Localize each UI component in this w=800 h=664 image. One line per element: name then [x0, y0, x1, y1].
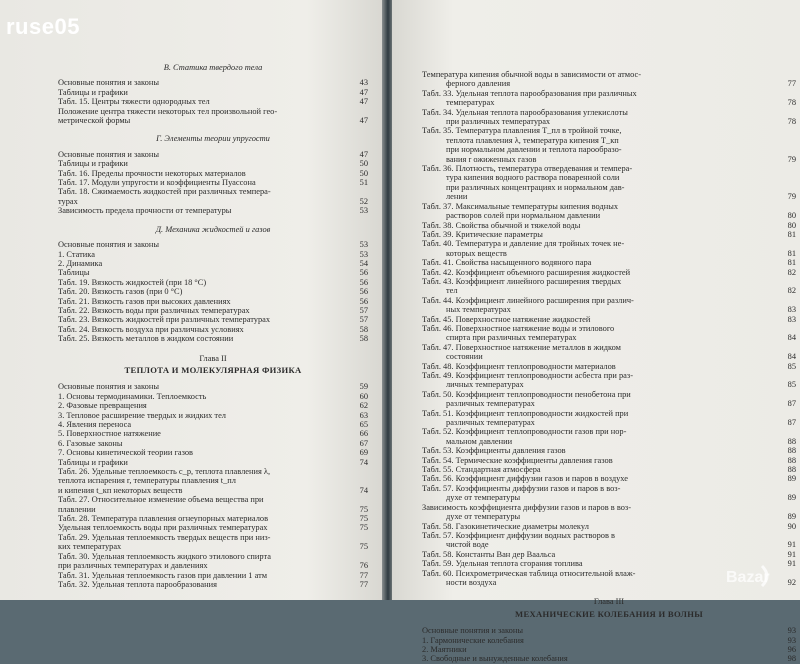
toc-entry-page: 88: [787, 436, 796, 446]
toc-entry: [58, 107, 368, 116]
toc-entry-page: 85: [787, 380, 796, 390]
toc-entry: [58, 78, 368, 87]
toc-entry: [58, 439, 368, 448]
toc-entry: [422, 446, 796, 455]
toc-entry-page: 51: [359, 178, 368, 188]
toc-entry: [422, 136, 796, 145]
toc-entry: [422, 465, 796, 474]
toc-entry-text: Таблицы: [58, 268, 90, 278]
toc-entry: [58, 159, 368, 168]
toc-entry: [422, 192, 796, 201]
section-g-list: [58, 150, 368, 216]
toc-entry-text: духе от температуры: [446, 493, 521, 503]
toc-entry-page: 90: [787, 521, 796, 531]
toc-entry-text: Табл. 17. Модули упругости и коэффициенты Пуассона: [58, 178, 256, 188]
section-d-list: [58, 240, 368, 343]
toc-entry: [422, 305, 796, 314]
toc-entry-text: Удельная теплоемкость воды при различных температурах: [58, 523, 268, 533]
toc-entry: [422, 437, 796, 446]
toc-entry-text: температурах: [446, 98, 495, 108]
toc-entry-page: 82: [787, 267, 796, 277]
toc-entry: [58, 495, 368, 504]
toc-entry-text: духе от температуры: [446, 512, 521, 522]
chapter-label: Глава III: [593, 597, 625, 607]
toc-entry-text: Зависимость предела прочности от температуры: [58, 206, 232, 216]
toc-entry: [58, 169, 368, 178]
toc-entry-page: 78: [787, 117, 796, 127]
toc-entry-text: Табл. 35. Температура плавления T_пл в тройной точке,: [422, 126, 622, 136]
toc-entry: [58, 533, 368, 542]
toc-entry-text: Табл. 40. Температура и давление для тройных точек не-: [422, 239, 625, 249]
toc-entry-text: Температура кипения обычной воды в зависимости от атмос-: [422, 70, 642, 79]
toc-entry-text: Табл. 42. Коэффициент объемного расширения жидкостей: [422, 267, 631, 277]
toc-entry-text: Табл. 52. Коэффициент теплопроводности газов при нор-: [422, 427, 627, 437]
toc-entry: [58, 250, 368, 259]
toc-entry: [58, 420, 368, 429]
toc-entry: [58, 240, 368, 249]
section-heading-d: Д. Механика жидкостей и газов: [155, 224, 271, 234]
toc-entry-text: 1. Гармонические колебания: [422, 635, 524, 645]
toc-entry-text: Табл. 27. Относительное изменение объема вещества при: [58, 495, 264, 505]
toc-entry-page: 60: [359, 391, 368, 401]
toc-entry-text: чистой воде: [446, 540, 489, 550]
toc-entry: [58, 552, 368, 561]
toc-entry-page: 53: [359, 206, 368, 216]
right-toc-list: [422, 70, 796, 587]
toc-entry: [422, 474, 796, 483]
toc-entry-text: ких температурах: [58, 542, 122, 552]
toc-entry-text: Табл. 16. Пределы прочности некоторых материалов: [58, 168, 246, 178]
toc-entry-page: 47: [359, 116, 368, 126]
toc-entry: [422, 79, 796, 88]
toc-entry-text: Табл. 37. Максимальные температуры кипения водных: [422, 201, 619, 211]
toc-entry-page: 56: [359, 296, 368, 306]
toc-entry-text: Табл. 51. Коэффициент теплопроводности жидкостей при: [422, 408, 629, 418]
toc-entry: [58, 561, 368, 570]
toc-entry: [58, 571, 368, 580]
toc-entry-page: 47: [359, 149, 368, 159]
toc-entry-page: 81: [787, 258, 796, 268]
toc-entry: [422, 636, 796, 645]
right-page: [392, 0, 800, 664]
toc-entry: [422, 268, 796, 277]
toc-entry-text: которых веществ: [446, 248, 507, 258]
toc-entry-text: личных температурах: [446, 380, 524, 390]
toc-entry: [58, 325, 368, 334]
toc-entry-page: 59: [359, 382, 368, 392]
toc-entry: [58, 187, 368, 196]
toc-entry-text: турах: [58, 196, 78, 206]
toc-entry: [422, 456, 796, 465]
toc-entry-page: 83: [787, 305, 796, 315]
toc-entry-text: Табл. 43. Коэффициент линейного расширения твердых: [422, 276, 622, 286]
toc-entry-page: 75: [359, 523, 368, 533]
toc-entry: [422, 654, 796, 663]
toc-entry-text: теплота испарения r, температуры плавления t_пл: [58, 476, 236, 486]
toc-entry-text: ферного давления: [446, 79, 511, 89]
chapter-iii-list: [422, 626, 796, 664]
toc-entry: [58, 278, 368, 287]
toc-entry-text: Табл. 33. Удельная теплота парообразования при различных: [422, 88, 637, 98]
toc-entry-text: Основные понятия и законы: [58, 78, 159, 88]
toc-entry: [422, 164, 796, 173]
toc-entry-text: Табл. 19. Вязкость жидкостей (при 18 °C): [58, 277, 207, 287]
toc-entry-text: Табл. 29. Удельная теплоемкость твердых веществ при низ-: [58, 532, 271, 542]
toc-entry: [58, 315, 368, 324]
toc-entry-text: 2. Динамика: [58, 258, 103, 268]
toc-entry: [422, 333, 796, 342]
toc-entry-text: различных температурах: [446, 418, 535, 428]
section-v-list: [58, 78, 368, 125]
toc-entry-page: 96: [787, 644, 796, 654]
toc-entry: [58, 411, 368, 420]
toc-entry-text: 2. Маятники: [422, 644, 467, 654]
toc-entry: [422, 626, 796, 635]
toc-entry: [422, 202, 796, 211]
toc-entry-page: 89: [787, 474, 796, 484]
toc-entry-page: 56: [359, 277, 368, 287]
toc-entry-text: Табл. 20. Вязкость газов (при 0 °C): [58, 287, 183, 297]
toc-entry-page: 77: [787, 79, 796, 89]
toc-entry-text: Табл. 24. Вязкость воздуха при различных условиях: [58, 324, 244, 334]
toc-entry-page: 56: [359, 268, 368, 278]
toc-entry: [58, 542, 368, 551]
toc-entry: [58, 392, 368, 401]
toc-entry-text: Табл. 21. Вязкость газов при высоких давлениях: [58, 296, 231, 306]
toc-entry: [422, 522, 796, 531]
toc-entry-page: 58: [359, 324, 368, 334]
toc-entry-page: 93: [787, 626, 796, 636]
toc-entry: [58, 297, 368, 306]
toc-entry: [422, 399, 796, 408]
toc-entry-text: Табл. 31. Удельная теплоемкость газов при давлении 1 атм: [58, 570, 268, 580]
toc-entry: [422, 550, 796, 559]
toc-entry: [422, 221, 796, 230]
toc-entry-text: 4. Явления переноса: [58, 420, 132, 429]
section-heading-v: В. Статика твердого тела: [163, 63, 263, 72]
toc-entry-page: 57: [359, 305, 368, 315]
toc-entry-page: 66: [359, 429, 368, 439]
toc-entry-page: 53: [359, 240, 368, 250]
toc-entry: [58, 401, 368, 410]
toc-entry-text: Табл. 15. Центры тяжести однородных тел: [58, 97, 210, 107]
toc-entry: [58, 150, 368, 159]
toc-entry-page: 81: [787, 229, 796, 239]
toc-entry-text: Табл. 45. Поверхностное натяжение жидкостей: [422, 314, 591, 324]
toc-entry-page: 89: [787, 493, 796, 503]
toc-entry-text: Таблицы и графики: [58, 457, 128, 467]
toc-entry-page: 67: [359, 438, 368, 448]
toc-entry: [58, 476, 368, 485]
toc-entry: [58, 467, 368, 476]
toc-entry: [58, 486, 368, 495]
toc-entry: [422, 531, 796, 540]
toc-entry-text: Основные понятия и законы: [422, 626, 523, 636]
toc-entry-page: 81: [787, 248, 796, 258]
toc-entry: [422, 315, 796, 324]
toc-entry-text: и кипения t_кп некоторых веществ: [58, 485, 183, 495]
toc-entry-text: Табл. 36. Плотность, температура отвердевания и темпера-: [422, 164, 633, 174]
toc-entry-page: 50: [359, 159, 368, 169]
toc-entry-text: Табл. 46. Поверхностное натяжение воды и этилового: [422, 323, 615, 333]
toc-entry-page: 74: [359, 457, 368, 467]
toc-entry: [422, 98, 796, 107]
toc-entry-text: Табл. 54. Термические коэффициенты давления газов: [422, 455, 613, 465]
toc-entry-page: 88: [787, 455, 796, 465]
toc-entry-text: Зависимость коэффициента диффузии газов и паров в воз-: [422, 502, 632, 512]
toc-entry-page: 69: [359, 448, 368, 458]
toc-entry: [58, 306, 368, 315]
toc-entry: [422, 89, 796, 98]
toc-entry-text: Табл. 39. Критические параметры: [422, 229, 543, 239]
toc-entry-text: Табл. 32. Удельная теплота парообразования: [58, 579, 217, 589]
toc-entry: [58, 523, 368, 532]
toc-entry-text: Табл. 47. Поверхностное натяжение металлов в жидком: [422, 342, 621, 352]
toc-entry: [422, 427, 796, 436]
toc-entry: [58, 382, 368, 391]
toc-entry-text: мальном давлении: [446, 436, 513, 446]
toc-entry-text: Основные понятия и законы: [58, 240, 159, 250]
toc-entry: [58, 580, 368, 589]
toc-entry-text: Основные понятия и законы: [58, 149, 159, 159]
toc-entry-text: Табл. 25. Вязкость металлов в жидком состоянии: [58, 334, 234, 344]
toc-entry-text: 2. Фазовые превращения: [58, 401, 147, 411]
toc-entry-text: различных температурах: [446, 399, 535, 409]
toc-entry: [422, 145, 796, 154]
left-page: [0, 0, 384, 600]
toc-entry-text: Табл. 59. Удельная теплота сгорания топлива: [422, 559, 583, 569]
toc-entry: [422, 409, 796, 418]
toc-entry: [58, 268, 368, 277]
toc-entry: [422, 239, 796, 248]
toc-entry-text: 1. Статика: [58, 249, 95, 259]
toc-entry-page: 84: [787, 333, 796, 343]
toc-entry-text: состоянии: [446, 352, 483, 362]
toc-entry-text: Табл. 28. Температура плавления огнеупорных материалов: [58, 514, 269, 524]
toc-entry-text: Табл. 34. Удельная теплота парообразования углекислоты: [422, 107, 628, 117]
toc-entry-page: 92: [787, 577, 796, 587]
toc-entry: [422, 108, 796, 117]
toc-entry: [422, 324, 796, 333]
toc-entry-page: 88: [787, 446, 796, 456]
toc-entry-page: 85: [787, 361, 796, 371]
toc-entry-page: 77: [359, 579, 368, 589]
toc-entry: [422, 371, 796, 380]
toc-entry-text: Табл. 57. Коэффициент диффузии водных растворов в: [422, 530, 615, 540]
toc-entry-text: ных температурах: [446, 305, 511, 315]
chapter-title: МЕХАНИЧЕСКИЕ КОЛЕБАНИЯ И ВОЛНЫ: [515, 608, 703, 619]
toc-entry-text: Табл. 41. Свойства насыщенного водяного пара: [422, 258, 592, 268]
toc-entry: [58, 514, 368, 523]
toc-entry: [422, 230, 796, 239]
toc-entry: [422, 362, 796, 371]
toc-entry-page: 84: [787, 352, 796, 362]
toc-entry: [422, 286, 796, 295]
toc-entry: [422, 645, 796, 654]
toc-entry-text: Табл. 50. Коэффициент теплопроводности пенобетона при: [422, 389, 631, 399]
toc-entry-text: тура кипения водного раствора поваренной соли: [446, 173, 620, 183]
toc-entry-page: 57: [359, 315, 368, 325]
bazar-logo: [724, 560, 794, 592]
toc-entry-page: 87: [787, 399, 796, 409]
toc-entry-page: 76: [359, 561, 368, 571]
toc-entry-text: 3. Тепловое расширение твердых и жидких тел: [58, 410, 226, 420]
toc-entry-text: при различных температурах: [446, 117, 551, 127]
toc-entry-page: 87: [787, 418, 796, 428]
toc-entry-text: 7. Основы кинетической теории газов: [58, 448, 194, 458]
toc-entry: [422, 512, 796, 521]
toc-entry-page: 98: [787, 654, 796, 664]
toc-entry-page: 65: [359, 420, 368, 429]
toc-entry-text: Основные понятия и законы: [58, 382, 159, 392]
toc-entry-page: 79: [787, 192, 796, 202]
toc-entry-text: Табл. 56. Коэффициент диффузии газов и паров в воздухе: [422, 474, 628, 484]
toc-entry-text: Табл. 38. Свойства обычной и тяжелой воды: [422, 220, 581, 230]
toc-entry: [422, 258, 796, 267]
toc-entry-text: Таблицы и графики: [58, 159, 128, 169]
toc-entry-page: 63: [359, 410, 368, 420]
toc-entry-page: 80: [787, 220, 796, 230]
toc-entry-text: Положение центра тяжести некоторых тел произвольной гео-: [58, 106, 278, 116]
toc-entry: [422, 117, 796, 126]
toc-entry-page: 75: [359, 514, 368, 524]
chapter-title: ТЕПЛОТА И МОЛЕКУЛЯРНАЯ ФИЗИКА: [124, 364, 302, 375]
toc-entry: [422, 173, 796, 182]
toc-entry-text: лении: [446, 192, 468, 202]
toc-entry-page: 75: [359, 542, 368, 552]
toc-entry: [58, 178, 368, 187]
toc-entry: [58, 334, 368, 343]
toc-entry: [58, 197, 368, 206]
toc-entry-page: 91: [787, 559, 796, 569]
toc-entry: [422, 211, 796, 220]
toc-entry: [422, 352, 796, 361]
toc-entry: [422, 484, 796, 493]
toc-entry-text: Табл. 58. Газокинетические диаметры молекул: [422, 521, 589, 531]
toc-entry-text: метрической формы: [58, 116, 131, 126]
watermark: ruse05: [6, 14, 80, 39]
toc-entry: [422, 380, 796, 389]
toc-entry-page: 47: [359, 97, 368, 107]
toc-entry-text: Табл. 44. Коэффициент линейного расширения при различ-: [422, 295, 634, 305]
toc-entry-text: Табл. 58. Константы Ван дер Ваальса: [422, 549, 556, 559]
toc-entry-page: 91: [787, 540, 796, 550]
toc-entry-text: Таблицы и графики: [58, 87, 128, 97]
toc-entry-text: вания r ожиженных газов: [446, 154, 537, 164]
toc-entry-text: растворов солей при нормальном давлении: [446, 211, 601, 221]
toc-entry-page: 83: [787, 314, 796, 324]
toc-entry-text: Табл. 22. Вязкость воды при различных температурах: [58, 305, 250, 315]
toc-entry-page: 82: [787, 286, 796, 296]
section-heading-g: Г. Элементы теории упругости: [156, 134, 270, 144]
toc-entry-page: 88: [787, 465, 796, 475]
toc-entry-page: 75: [359, 504, 368, 514]
toc-entry-text: Табл. 49. Коэффициент теплопроводности асбеста при раз-: [422, 371, 633, 380]
toc-entry: [422, 249, 796, 258]
chapter-label: Глава II: [199, 353, 227, 363]
toc-entry-page: 47: [359, 87, 368, 97]
toc-entry: [58, 97, 368, 106]
toc-entry-text: ности воздуха: [446, 577, 497, 587]
toc-entry: [422, 503, 796, 512]
toc-entry-text: спирта при различных температурах: [446, 333, 577, 343]
toc-entry: [58, 88, 368, 97]
toc-entry: [422, 493, 796, 502]
toc-entry-page: 50: [359, 168, 368, 178]
toc-entry: [422, 343, 796, 352]
toc-entry: [58, 458, 368, 467]
toc-entry: [422, 277, 796, 286]
toc-entry-page: 79: [787, 154, 796, 164]
toc-entry-text: 3. Свободные и вынужденные колебания: [422, 654, 568, 664]
toc-entry-text: Табл. 55. Стандартная атмосфера: [422, 465, 541, 475]
toc-entry-text: 1. Основы термодинамики. Теплоемкость: [58, 391, 207, 401]
toc-entry-text: Табл. 53. Коэффициенты давления газов: [422, 446, 566, 456]
toc-entry-page: 52: [359, 196, 368, 206]
chapter-ii-list: [58, 382, 368, 589]
toc-entry-page: 56: [359, 287, 368, 297]
toc-entry-text: Табл. 57. Коэффициенты диффузии газов и паров в воз-: [422, 483, 621, 493]
left-toc: [58, 54, 368, 589]
toc-entry-page: 43: [359, 78, 368, 88]
toc-entry: [58, 259, 368, 268]
toc-entry-text: 5. Поверхностное натяжение: [58, 429, 161, 439]
toc-entry-text: тел: [446, 286, 458, 296]
toc-entry: [58, 116, 368, 125]
toc-entry-text: 6. Газовые законы: [58, 438, 123, 448]
toc-entry: [422, 70, 796, 79]
toc-entry-page: 91: [787, 549, 796, 559]
toc-entry-page: 62: [359, 401, 368, 411]
toc-entry: [58, 505, 368, 514]
toc-entry-page: 77: [359, 570, 368, 580]
toc-entry-text: при нормальном давлении и теплота парообразо-: [446, 145, 622, 155]
toc-entry-text: Табл. 26. Удельные теплоемкость c_p, теплота плавления λ,: [58, 467, 271, 477]
toc-entry: [58, 206, 368, 215]
toc-entry-text: Табл. 18. Сжимаемость жидкостей при различных темпера-: [58, 187, 271, 197]
toc-entry: [422, 155, 796, 164]
bazar-logo-text: Bazar: [726, 569, 770, 586]
toc-entry-page: 80: [787, 211, 796, 221]
toc-entry: [422, 183, 796, 192]
toc-entry-text: Табл. 48. Коэффициент теплопроводности материалов: [422, 361, 616, 371]
toc-entry-text: Табл. 23. Вязкость жидкостей при различных температурах: [58, 315, 271, 325]
toc-entry-page: 53: [359, 249, 368, 259]
toc-entry-text: Табл. 60. Психрометрическая таблица относительной влаж-: [422, 568, 636, 578]
toc-entry-text: теплота плавления λ, температура кипения T_кп: [446, 135, 619, 145]
toc-entry-page: 93: [787, 635, 796, 645]
toc-entry-page: 54: [359, 258, 368, 268]
toc-entry: [58, 287, 368, 296]
toc-entry-page: 89: [787, 512, 796, 522]
toc-entry-text: плавлении: [58, 504, 96, 514]
toc-entry: [422, 540, 796, 549]
toc-entry: [58, 448, 368, 457]
toc-entry-text: при различных температурах и давлениях: [58, 561, 208, 571]
toc-entry-page: 74: [359, 485, 368, 495]
toc-entry: [58, 429, 368, 438]
toc-entry: [422, 126, 796, 135]
toc-entry: [422, 296, 796, 305]
toc-entry-page: 78: [787, 98, 796, 108]
toc-entry-text: при различных концентрациях и нормальном дав-: [446, 182, 625, 192]
toc-entry: [422, 418, 796, 427]
toc-entry: [422, 390, 796, 399]
toc-entry-page: 58: [359, 334, 368, 344]
toc-entry-text: Табл. 30. Удельная теплоемкость жидкого этилового спирта: [58, 551, 271, 561]
